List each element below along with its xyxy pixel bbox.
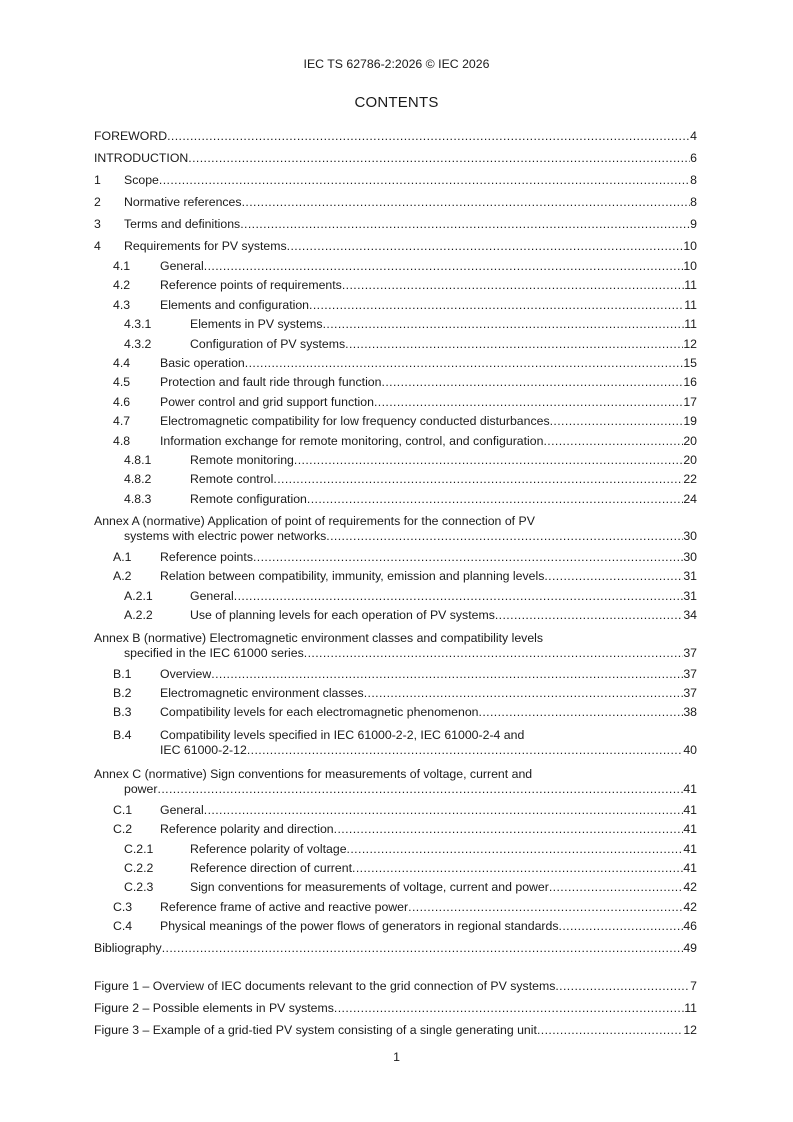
dot-leader <box>162 937 684 959</box>
toc-entry-title: Elements and configuration <box>160 297 310 312</box>
toc-entry[interactable] <box>94 393 697 412</box>
toc-entry[interactable] <box>94 762 697 801</box>
toc-entry-number: A.2.2 <box>124 608 153 623</box>
figure-caption: Figure 2 – Possible elements in PV systems <box>94 1000 334 1015</box>
toc-entry[interactable] <box>94 567 697 586</box>
section-gap <box>94 959 697 975</box>
toc-entry[interactable] <box>94 296 697 315</box>
toc-entry[interactable] <box>94 315 697 334</box>
toc-entry[interactable] <box>94 147 697 169</box>
toc-entry-number: 4.5 <box>113 375 131 390</box>
dot-leader <box>159 169 690 191</box>
toc-entry-number: 4.2 <box>113 278 131 293</box>
toc-entry-title: Physical meanings of the power flows of generators in regional standards <box>160 919 559 934</box>
toc-entry[interactable] <box>94 235 697 257</box>
toc-entry-title: Compatibility levels for each electromagnetic phenomenon <box>160 705 479 720</box>
toc-entry-title: Scope <box>124 173 159 187</box>
dot-leader <box>334 820 684 839</box>
toc-entry-title: General <box>160 802 204 817</box>
dot-leader <box>559 917 684 936</box>
dot-leader <box>326 529 683 544</box>
dot-leader <box>253 548 683 567</box>
toc-entry-number: 4 <box>94 239 101 253</box>
figure-caption: Figure 3 – Example of a grid-tied PV system consisting of a single generating unit <box>94 1022 537 1037</box>
dot-leader <box>364 684 684 703</box>
toc-entry[interactable] <box>94 820 697 839</box>
toc-entry-title: Configuration of PV systems <box>190 336 346 351</box>
toc-entry-title: INTRODUCTION <box>94 151 189 165</box>
toc-entry-page: 11 <box>684 317 697 332</box>
toc-entry[interactable] <box>94 490 697 509</box>
toc-entry-title: Use of planning levels for each operation of PV systems <box>190 608 495 623</box>
dot-leader <box>294 451 683 470</box>
toc-entry-page: 30 <box>683 529 697 544</box>
toc-entry-page: 31 <box>683 569 697 584</box>
dot-leader <box>240 213 690 235</box>
toc-entry-number: A.1 <box>113 550 132 565</box>
dot-leader <box>204 257 684 276</box>
page-title: CONTENTS <box>354 94 439 111</box>
toc-entry-number: 4.8.3 <box>124 491 152 506</box>
toc-entry-title: General <box>160 258 204 273</box>
dot-leader <box>158 782 684 797</box>
toc-entry-page: 6 <box>690 151 697 165</box>
dot-leader <box>549 878 683 897</box>
toc-entry[interactable] <box>94 878 697 897</box>
toc-entry-title-line1: Compatibility levels specified in IEC 61000-2-2, IEC 61000-2-4 and <box>160 727 525 742</box>
toc-entry[interactable] <box>94 169 697 191</box>
toc-entry-page: 37 <box>683 686 697 701</box>
toc-entry-page: 37 <box>683 666 697 681</box>
figure-page: 11 <box>684 1000 697 1015</box>
dot-leader <box>352 859 683 878</box>
dot-leader <box>247 743 683 758</box>
toc-entry-title: Electromagnetic compatibility for low frequency conducted disturbances <box>160 414 550 429</box>
toc-entry[interactable] <box>94 125 697 147</box>
toc-entry-page: 49 <box>683 940 697 955</box>
toc-entry[interactable] <box>94 373 697 392</box>
toc-entry-number: A.2 <box>113 569 132 584</box>
toc-entry-title: FOREWORD <box>94 129 168 143</box>
toc-entry-title: Remote control <box>190 472 274 487</box>
dot-leader <box>550 412 684 431</box>
toc-entry-title: Power control and grid support function <box>160 394 374 409</box>
toc-entry-number: 4.1 <box>113 258 131 273</box>
dot-leader <box>543 432 683 451</box>
dot-leader <box>188 147 690 169</box>
toc-entry-number: C.2.3 <box>124 880 154 895</box>
toc-entry[interactable] <box>94 451 697 470</box>
toc-entry[interactable] <box>94 257 697 276</box>
toc-entry-title: General <box>190 588 234 603</box>
toc-entry-page: 22 <box>683 472 697 487</box>
toc-entry[interactable] <box>94 354 697 373</box>
toc-entry[interactable] <box>94 470 697 489</box>
toc-entry[interactable] <box>94 213 697 235</box>
toc-entry-number: C.2 <box>113 822 133 837</box>
toc-entry[interactable] <box>94 723 697 762</box>
toc-entry-page: 31 <box>683 588 697 603</box>
figure-page: 12 <box>683 1022 697 1037</box>
toc-entry-number: 4.3.2 <box>124 336 152 351</box>
toc-entry-number: 4.4 <box>113 355 131 370</box>
toc-entry[interactable] <box>94 840 697 859</box>
toc-entry-title: Requirements for PV systems <box>124 239 287 253</box>
toc-entry[interactable] <box>94 684 697 703</box>
dot-leader <box>347 840 684 859</box>
toc-entry-page: 41 <box>683 822 697 837</box>
toc-entry-title: Relation between compatibility, immunity, emission and planning levels <box>160 569 545 584</box>
dot-leader <box>304 646 684 661</box>
toc-entry[interactable] <box>94 917 697 936</box>
toc-entry-title: Remote monitoring <box>190 452 294 467</box>
document-header: IEC TS 62786-2:2026 © IEC 2026 <box>303 57 490 71</box>
toc-entry[interactable] <box>94 548 697 567</box>
dot-leader <box>408 898 683 917</box>
toc-entry[interactable] <box>94 859 697 878</box>
toc-entry-title: Remote configuration <box>190 491 307 506</box>
toc-entry-title: Terms and definitions <box>124 217 241 231</box>
toc-entry-title: Basic operation <box>160 355 245 370</box>
figure-page: 7 <box>690 978 697 993</box>
toc-entry-page: 46 <box>683 919 697 934</box>
dot-leader <box>245 354 684 373</box>
dot-leader <box>479 703 684 722</box>
toc-entry[interactable] <box>94 276 697 295</box>
figure-caption: Figure 1 – Overview of IEC documents relevant to the grid connection of PV systems <box>94 978 556 993</box>
toc-entry-page: 41 <box>683 841 697 856</box>
toc-entry[interactable] <box>94 335 697 354</box>
toc-entry-title: Reference points of requirements <box>160 278 342 293</box>
toc-entry-page: 37 <box>683 645 697 660</box>
toc-entry-number: 2 <box>94 195 101 209</box>
toc-entry[interactable] <box>94 703 697 722</box>
toc-entry[interactable] <box>94 801 697 820</box>
dot-leader <box>374 393 683 412</box>
toc-entry-number: 4.7 <box>113 414 131 429</box>
toc-entry-title-line1: Annex A (normative) Application of point of requirements for the connection of PV <box>94 514 535 529</box>
toc-entry-page: 34 <box>683 608 697 623</box>
toc-entry-page: 19 <box>683 414 697 429</box>
toc-entry-number: C.2.2 <box>124 860 154 875</box>
toc-entry-title: Reference frame of active and reactive power <box>160 899 409 914</box>
toc-entry-title-line1: Annex C (normative) Sign conventions for measurements of voltage, current and <box>94 766 533 781</box>
dot-leader <box>211 665 683 684</box>
toc-entry-title-line1: Annex B (normative) Electromagnetic environment classes and compatibility levels <box>94 630 544 645</box>
toc-entry-page: 38 <box>683 705 697 720</box>
toc-entry-number: 1 <box>94 173 101 187</box>
toc-entry-title: Sign conventions for measurements of voltage, current and power <box>190 880 549 895</box>
toc-entry-title: Reference polarity and direction <box>160 822 334 837</box>
dot-leader <box>495 606 683 625</box>
toc-entry-page: 42 <box>683 880 697 895</box>
toc-entry[interactable] <box>94 412 697 431</box>
toc-entry[interactable] <box>94 606 697 625</box>
toc-entry-page: 9 <box>690 217 697 231</box>
toc-entry-number: B.3 <box>113 705 132 720</box>
toc-entry[interactable] <box>94 665 697 684</box>
toc-entry-page: 42 <box>683 899 697 914</box>
toc-entry-title: Reference direction of current <box>190 860 352 875</box>
toc-entry-title: Information exchange for remote monitoring, control, and configuration <box>160 433 544 448</box>
toc-entry-page: 16 <box>683 375 697 390</box>
dot-leader <box>342 276 684 295</box>
dot-leader <box>204 801 684 820</box>
dot-leader <box>323 315 685 334</box>
toc-entry-number: C.3 <box>113 899 133 914</box>
toc-entry-page: 4 <box>690 129 697 143</box>
dot-leader <box>537 1019 683 1041</box>
dot-leader <box>555 975 690 997</box>
dot-leader <box>167 125 690 147</box>
toc-entry-page: 10 <box>683 239 697 253</box>
dot-leader <box>242 191 691 213</box>
toc-entry-page: 15 <box>683 355 697 370</box>
table-of-contents <box>94 125 697 1041</box>
toc-entry-page: 11 <box>684 278 697 293</box>
toc-entry-title: Protection and fault ride through function <box>160 375 382 390</box>
toc-entry-page: 41 <box>683 802 697 817</box>
dot-leader <box>287 235 684 257</box>
toc-entry-page: 30 <box>683 550 697 565</box>
toc-entry-title-line2: specified in the IEC 61000 series <box>124 645 304 660</box>
toc-entry-number: A.2.1 <box>124 588 153 603</box>
list-of-figures-entry[interactable] <box>94 997 697 1019</box>
toc-entry-number: B.4 <box>113 727 132 742</box>
toc-entry-title-line2: IEC 61000-2-12 <box>160 742 247 757</box>
toc-entry-title-line2: power <box>124 781 158 796</box>
toc-entry-number: 3 <box>94 217 101 231</box>
toc-entry-number: 4.8 <box>113 433 131 448</box>
toc-entry-number: 4.6 <box>113 394 131 409</box>
dot-leader <box>345 335 683 354</box>
toc-entry-number: B.1 <box>113 666 132 681</box>
toc-entry-title: Reference points <box>160 550 253 565</box>
toc-entry-page: 41 <box>683 860 697 875</box>
list-of-figures-entry[interactable] <box>94 1019 697 1041</box>
toc-entry-number: 4.3.1 <box>124 317 152 332</box>
toc-entry[interactable] <box>94 191 697 213</box>
dot-leader <box>307 490 683 509</box>
toc-entry-title: Electromagnetic environment classes <box>160 686 364 701</box>
dot-leader <box>334 997 684 1019</box>
toc-entry-number: 4.3 <box>113 297 131 312</box>
toc-entry[interactable] <box>94 937 697 959</box>
toc-entry-number: C.2.1 <box>124 841 154 856</box>
toc-entry[interactable] <box>94 626 697 665</box>
toc-entry-page: 40 <box>683 742 697 757</box>
toc-entry-page: 41 <box>683 781 697 796</box>
toc-entry-title: Reference polarity of voltage <box>190 841 347 856</box>
toc-entry-title: Elements in PV systems <box>190 317 323 332</box>
toc-entry-number: 4.8.2 <box>124 472 152 487</box>
toc-entry-title-line2: systems with electric power networks <box>124 529 327 544</box>
list-of-figures-entry[interactable] <box>94 975 697 997</box>
toc-entry-title: Bibliography <box>94 940 162 955</box>
toc-entry[interactable] <box>94 898 697 917</box>
toc-entry-page: 17 <box>683 394 697 409</box>
dot-leader <box>234 587 684 606</box>
dot-leader <box>544 567 683 586</box>
toc-entry-title: Overview <box>160 666 212 681</box>
toc-entry[interactable] <box>94 509 697 548</box>
toc-entry-number: C.4 <box>113 919 133 934</box>
toc-entry[interactable] <box>94 432 697 451</box>
toc-entry-number: C.1 <box>113 802 133 817</box>
toc-entry-page: 8 <box>690 173 697 187</box>
toc-entry-page: 10 <box>683 258 697 273</box>
toc-entry-number: B.2 <box>113 686 132 701</box>
toc-entry-page: 20 <box>683 433 697 448</box>
toc-entry-number: 4.8.1 <box>124 452 152 467</box>
toc-entry-page: 20 <box>683 452 697 467</box>
toc-entry-title: Normative references <box>124 195 242 209</box>
page-number: 1 <box>393 1050 400 1064</box>
dot-leader <box>273 470 683 489</box>
toc-entry-page: 8 <box>690 195 697 209</box>
toc-entry[interactable] <box>94 587 697 606</box>
dot-leader <box>382 373 684 392</box>
toc-entry-page: 24 <box>683 491 697 506</box>
dot-leader <box>309 296 684 315</box>
toc-entry-page: 11 <box>684 297 697 312</box>
toc-entry-page: 12 <box>683 336 697 351</box>
